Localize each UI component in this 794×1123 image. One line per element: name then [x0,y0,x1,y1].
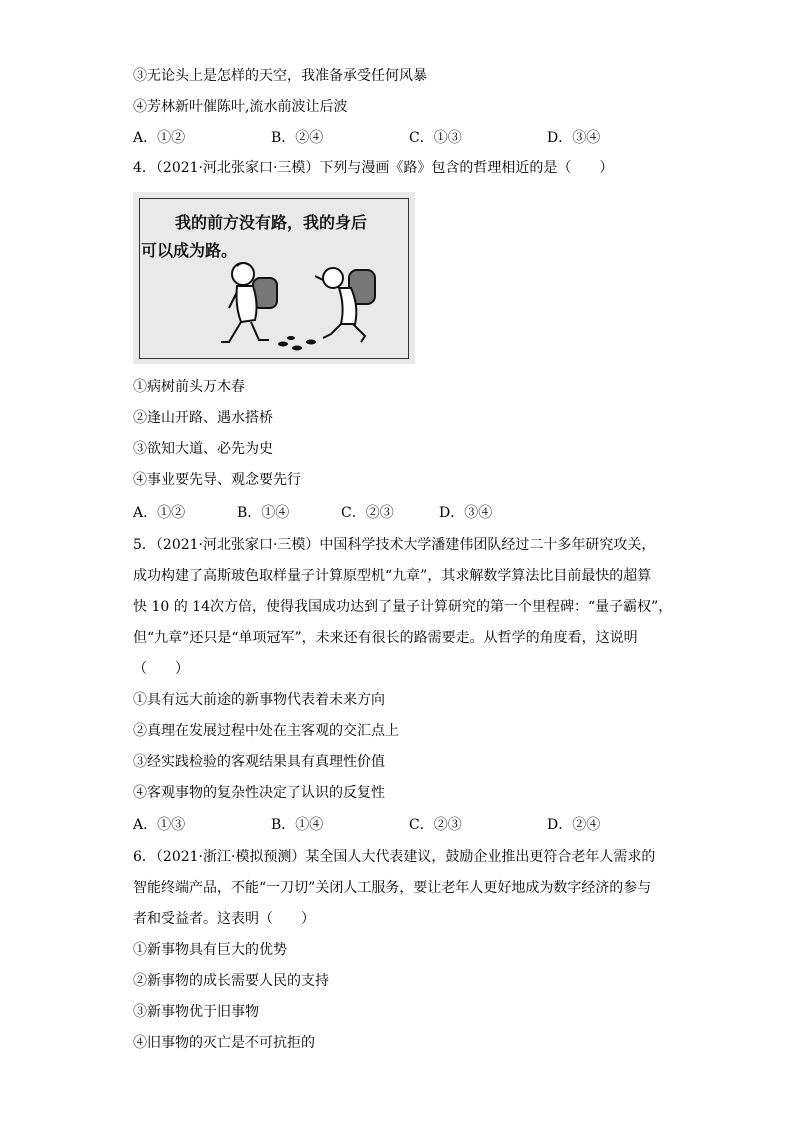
q6-stem [133,847,663,940]
q5-item-2: ②真理在发展过程中处在主客观的交汇点上 [133,723,399,739]
q5-stem-line: 成功构建了高斯玻色取样量子计算原型机“九章”，其求解数学算法比目前最快的超算 [133,568,652,584]
road-cartoon [133,192,415,364]
q3-option-a: A．①② [133,130,186,146]
walker-left-figure [221,263,277,342]
q5-item-3: ③经实践检验的客观结果具有真理性价值 [133,754,385,770]
q3-option-c: C．①③ [409,130,462,146]
cartoon-drawing [133,192,415,364]
q5-stem-line: 但“九章”还只是“单项冠军”，未来还有很长的路需要走。从哲学的角度看，这说明 [133,630,638,646]
q5-option-c: C．②③ [409,817,462,833]
walker-right-figure [315,268,375,342]
q6-stem-line: 智能终端产品，不能“一刀切”关闭人工服务，要让老年人更好地成为数字经济的参与 [133,880,652,896]
q4-item-3: ③欲知大道、必先为史 [133,441,273,457]
q5-stem-line: 快 10 的 14次方倍，使得我国成功达到了量子计算研究的第一个里程碑：“量子霸权”， [133,599,673,615]
q3-item-4: ④芳林新叶催陈叶,流水前波让后波 [133,99,348,115]
q5-option-a: A．①③ [133,817,186,833]
q6-item-1: ①新事物具有巨大的优势 [133,942,287,958]
q5-stem-line: 5．（2021·河北张家口·三模）中国科学技术大学潘建伟团队经过二十多年研究攻关， [133,537,656,553]
q5-option-b: B．①④ [271,817,324,833]
q3-option-d: D．③④ [547,130,601,146]
q4-item-1: ①病树前头万木春 [133,379,245,395]
q4-item-4: ④事业要先导、观念要先行 [133,472,301,488]
q5-stem-line: （ ） [133,661,189,677]
q4-option-a: A．①② [133,505,186,521]
q4-option-b: B．①④ [237,505,290,521]
q5-option-d: D．②④ [547,817,601,833]
cartoon-caption-line2: 可以成为路。 [141,241,238,260]
q3-option-b: B．②④ [271,130,324,146]
q6-item-4: ④旧事物的灭亡是不可抗拒的 [133,1035,315,1051]
q5-item-1: ①具有远大前途的新事物代表着未来方向 [133,692,385,708]
q4-option-c: C．②③ [341,505,394,521]
q6-stem-line: 6．（2021·浙江·模拟预测）某全国人大代表建议，鼓励企业推出更符合老年人需求的 [133,849,656,865]
q3-item-3: ③无论头上是怎样的天空，我准备承受任何风暴 [133,68,427,84]
q6-item-2: ②新事物的成长需要人民的支持 [133,973,329,989]
q4-stem: 4．（2021·河北张家口·三模）下列与漫画《路》包含的哲理相近的是（ ） [133,160,614,176]
q5-stem [133,535,673,690]
q4-option-d: D．③④ [439,505,493,521]
q6-item-3: ③新事物优于旧事物 [133,1004,259,1020]
cartoon-caption-line1: 我的前方没有路，我的身后 [175,213,368,232]
q4-item-2: ②逢山开路、遇水搭桥 [133,410,273,426]
footprints [278,336,316,351]
q5-item-4: ④客观事物的复杂性决定了认识的反复性 [133,785,385,801]
q6-stem-line: 者和受益者。这表明（ ） [133,911,315,927]
